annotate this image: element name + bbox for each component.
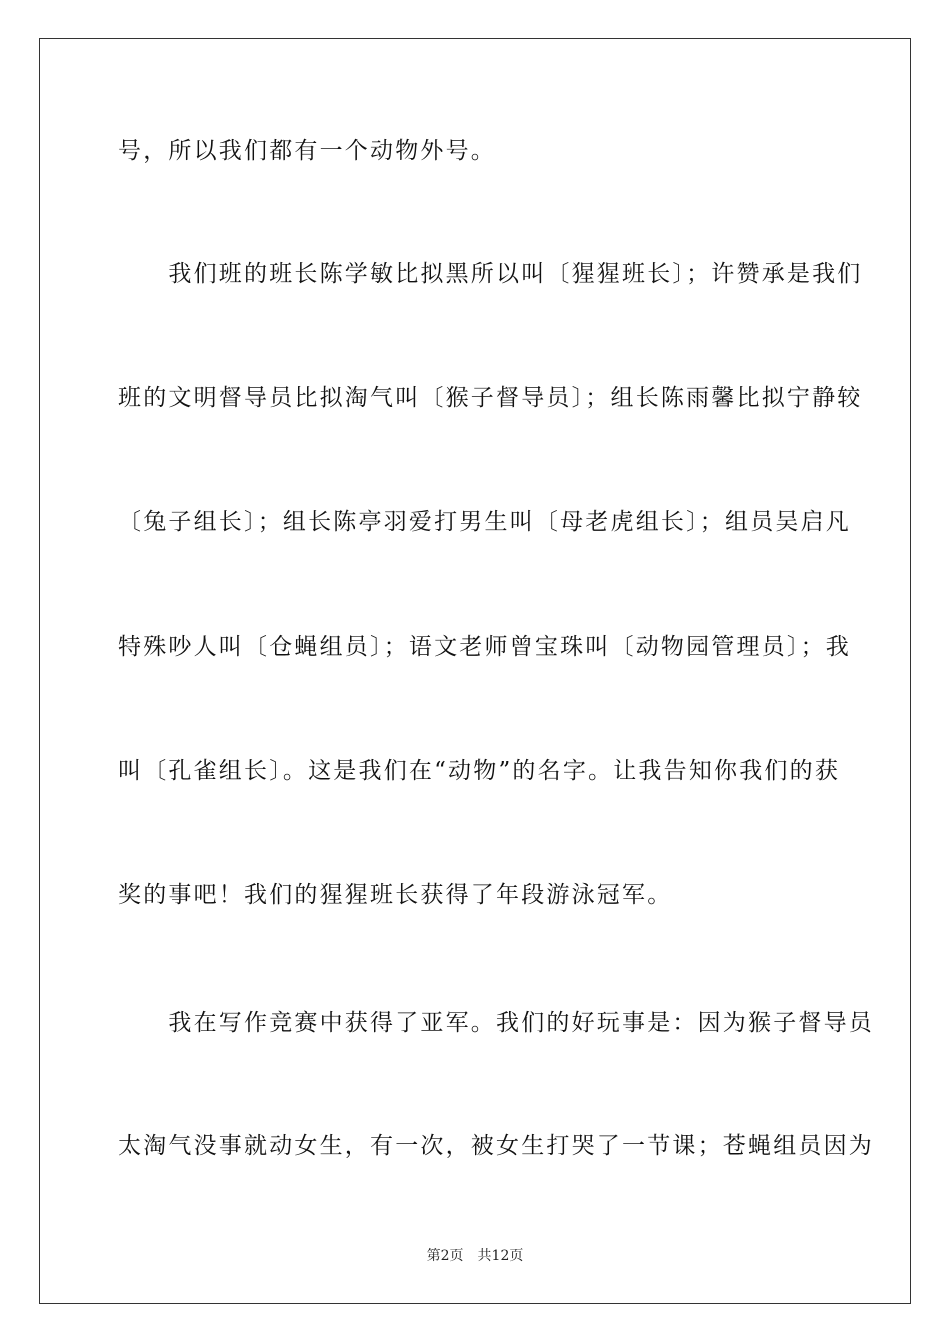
text-line-5: 特殊吵人叫〔仓蝇组员〕；语文老师曾宝珠叫〔动物园管理员〕；我 (118, 634, 851, 660)
page-number: 第2页 (426, 1248, 464, 1264)
text-line-6: 叫〔孔雀组长〕。这是我们在“动物”的名字。让我告知你我们的获 (118, 758, 841, 784)
text-line-2: 我们班的班长陈学敏比拟黑所以叫〔猩猩班长〕；许赞承是我们 (118, 261, 863, 287)
text-line-4: 〔兔子组长〕；组长陈亭羽爱打男生叫〔母老虎组长〕；组员吴启凡 (118, 509, 851, 535)
text-line-1: 号，所以我们都有一个动物外号。 (118, 138, 496, 164)
text-line-8: 我在写作竞赛中获得了亚军。我们的好玩事是：因为猴子督导员 (118, 1010, 874, 1036)
text-line-3: 班的文明督导员比拟淘气叫〔猴子督导员〕；组长陈雨馨比拟宁静较 (118, 385, 863, 411)
text-line-7: 奖的事吧！我们的猩猩班长获得了年段游泳冠军。 (118, 882, 673, 908)
page-footer (0, 1247, 950, 1265)
page-total: 共12页 (477, 1248, 524, 1264)
page-border (39, 38, 911, 1304)
text-line-9: 太淘气没事就动女生，有一次，被女生打哭了一节课；苍蝇组员因为 (118, 1133, 874, 1159)
